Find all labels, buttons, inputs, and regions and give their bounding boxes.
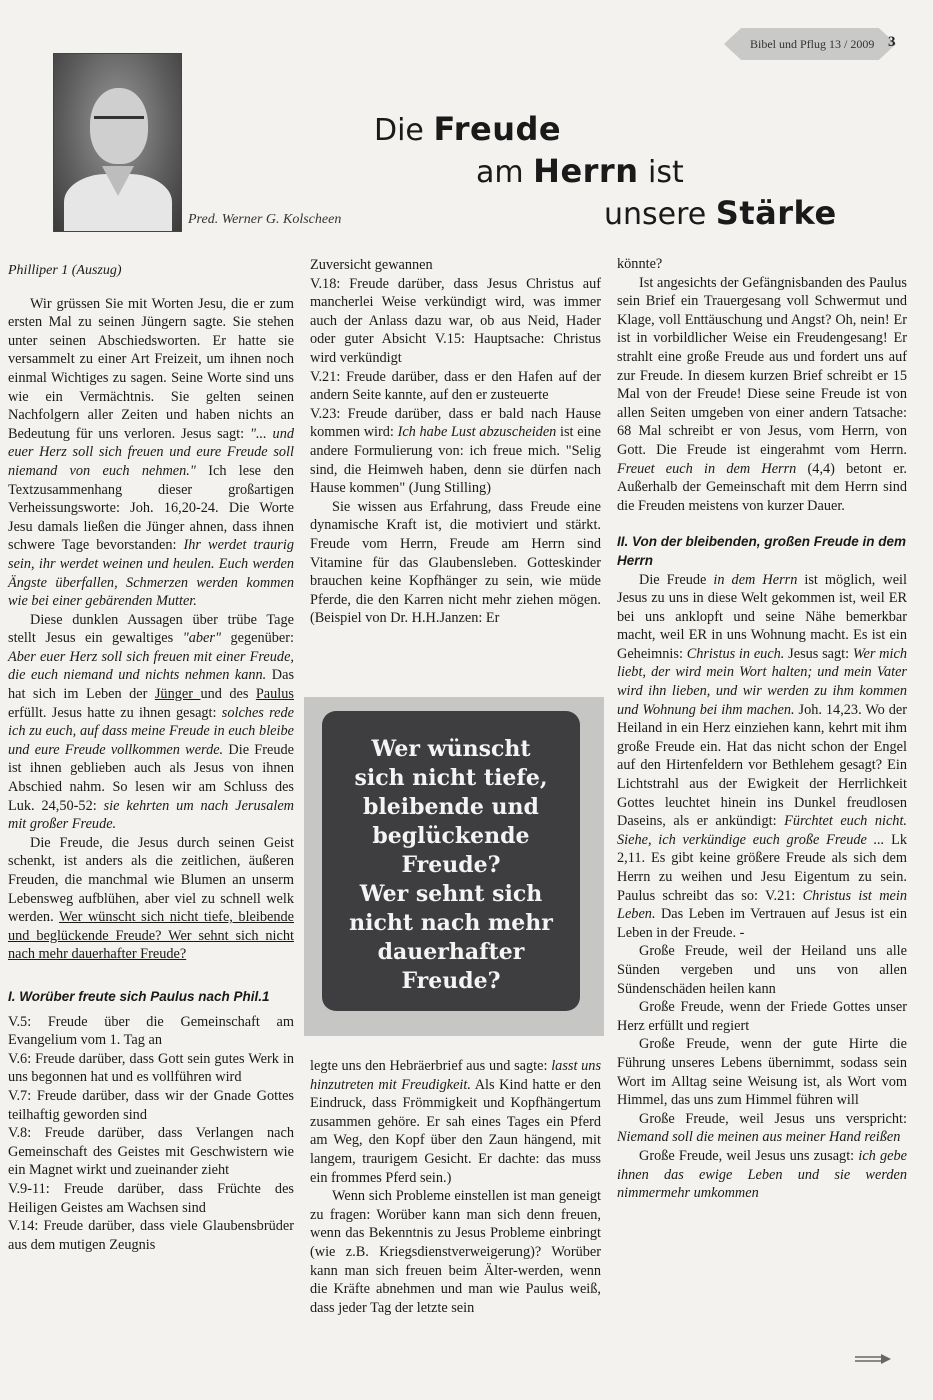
paragraph <box>310 1057 601 1187</box>
quote-text: ich gebe ihnen das ewige Leben und sie werden nimmermehr umkommen <box>617 1147 907 1202</box>
verse-item: V.5: Freude über die Gemeinschaft am Evangelium vom 1. Tag an <box>8 1013 294 1049</box>
paragraph <box>8 611 294 834</box>
pull-quote-frame <box>304 697 604 1036</box>
quote-text: Niemand soll die meinen aus meiner Hand reißen <box>617 1129 901 1146</box>
paragraph <box>310 405 601 498</box>
text: Die Freude <box>639 571 714 588</box>
page-number: 3 <box>888 34 896 50</box>
verse-item: V.9-11: Freude darüber, dass Früchte des Heiligen Geistes am Wachsen sind <box>8 1180 294 1216</box>
pull-quote-line: nicht nach mehr <box>349 910 553 936</box>
author-photo-glasses <box>94 116 144 131</box>
underlined-text: Paulus <box>255 686 294 703</box>
title-emphasis: Herrn <box>533 152 639 190</box>
text: Joh. 14,23. Wo der Heiland in ein Herz einziehen kann, kehrt mit ihm große Freude ein. Hat das nicht schon der Engel auf den Hirtenfeldern vor Bethlehem gesagt? Ein Lichtstrahl aus der Ewigkeit der Herrlichkeit Gottes leuchtet hinein ins Dunkel freudlosen Daseins, als er ankündigt: <box>617 701 907 830</box>
text: V.23: Freude darüber, dass er bald nach Hause kommen wird: <box>310 405 601 441</box>
paragraph <box>8 834 294 964</box>
title-text: am <box>476 155 534 190</box>
spacer <box>617 515 907 533</box>
pull-quote-line: Wer wünscht <box>371 736 531 762</box>
title-text: ist <box>638 155 684 190</box>
text: Große Freude, weil Jesus uns verspricht: <box>639 1110 907 1127</box>
subheading: I. Worüber freute sich Paulus nach Phil.1 <box>8 988 270 1004</box>
pull-quote-line: Wer sehnt sich <box>359 881 543 907</box>
quote-text: "... und euer Herz soll sich freuen und eure Freude soll niemand von euch nehmen." <box>8 425 295 479</box>
title-emphasis: Freude <box>433 110 562 148</box>
text: gegenüber: <box>220 630 294 647</box>
paragraph <box>617 274 907 516</box>
quote-text: Ihr werdet traurig sein, ihr werdet weinen und heulen. Euch werden Ängste überfallen, Schmerzen werden kommen wie bei einer gebärenden Mutter. <box>8 537 294 610</box>
spacer <box>8 964 294 988</box>
column-2 <box>310 256 601 628</box>
title-text: Die <box>374 113 434 148</box>
text: Das hat sich im Leben der <box>8 667 295 703</box>
paragraph <box>617 1147 907 1203</box>
paragraph: Große Freude, wenn der gute Hirte die Führung unseres Lebens übernimmt, sodass sein Wort im Alltag seine Weisung ist, als Wort vom Himmel, das uns zum Himmel führen will <box>617 1036 907 1109</box>
title-line-2 <box>476 152 684 190</box>
paragraph: könnte? <box>617 256 663 272</box>
paragraph <box>617 571 907 943</box>
text: Große Freude, weil Jesus uns zusagt: <box>639 1147 859 1164</box>
column-3 <box>617 255 907 1203</box>
verse-item: V.14: Freude darüber, dass viele Glaubensbrüder aus dem mutigen Zeugnis <box>8 1218 294 1253</box>
text: Wir grüssen Sie mit Worten Jesu, die er zum ersten Mal zu seinen Jüngern sagte. Sie stehen unter seinen Abschiedsworten. Er hatte sie versammelt zu einer Art Freizeit, um ihnen noch einmal Wichtiges zu sagen. Seine Worte sind uns wie ein Vermächtnis. Sie gelten seinen Nachfolgern aller Zeiten und haben nichts an Bedeutung für uns verloren. Jesus sagt: <box>8 295 294 442</box>
text: ist eine andere Formulierung von: ich freue mich. "Selig sind, die Heimweh haben, denn sie dürfen nach Hause kommen" (Jung Stilling) <box>310 424 602 497</box>
quote-text: Aber euer Herz soll sich freuen mit einer Freude, die euch niemand und nichts nehmen kann. <box>8 648 294 684</box>
text: (4,4) betont er. Außerhalb der Gemeinschaft mit dem Herrn sind die Freuden meistens von kurzer Dauer. <box>617 460 907 514</box>
verse-item: V.7: Freude darüber, dass wir der Gnade Gottes teilhaftig geworden sind <box>8 1087 294 1123</box>
quote-text: Ich habe Lust abzuscheiden <box>397 424 557 441</box>
text: Ich lese den Textzusammenhang dieser großartigen Verheissungsworte: Joh. 16,20-24. Die Worte Jesu damals ließen die Jünger ahnen, dass ihnen schwere Tage bevorstanden: <box>8 462 294 554</box>
paragraph: Große Freude, weil der Heiland uns alle Sünden vergeben und uns von allen Sündenschäden heilen kann <box>617 943 907 997</box>
text: Jesus sagt: <box>784 645 853 662</box>
author-photo <box>53 53 182 232</box>
quote-text: Freuet euch in dem Herrn <box>617 460 797 477</box>
quote-text: Christus in euch. <box>686 645 785 662</box>
paragraph: V.18: Freude darüber, dass Jesus Christus auf mancherlei Weise verkündigt wird, was immer auch der Anlass dazu war, ob aus Neid, Hader oder guter Absicht V.15: Hauptsache: Christus wird verkündigt <box>310 275 601 366</box>
pull-quote-line: sich nicht tiefe, <box>354 765 548 791</box>
quote-text: "aber" <box>182 630 221 647</box>
text: Lk 2,11. Es gibt keine größere Freude als sich dem Herrn zu weihen und Jesu Eigentum zu sein. Paulus schreibt das so: V.21: <box>617 831 907 904</box>
paragraph: Wenn sich Probleme einstellen ist man geneigt zu fragen: Worüber kann man sich denn freuen, wenn das Bekenntnis zu Jesus Probleme einbringt (wie z.B. Kriegsdienstverweigerung)? Worüber kann man sich freuen beim Älter-werden, wenn die Kräfte abnehmen und man wie Paulus weiß, dass jeder Tag der letzte sein <box>310 1188 601 1316</box>
underlined-text: Jünger <box>154 686 201 703</box>
quote-text: Fürchtet euch nicht. Siehe, ich verkündige euch große Freude ... <box>617 813 907 848</box>
pull-quote-line: Freude? <box>401 852 501 878</box>
spacer <box>8 281 294 295</box>
paragraph: Sie wissen aus Erfahrung, dass Freude eine dynamische Kraft ist, die motiviert und stärkt. Freude vom Herrn, Freude am Herrn sind Vitamine für das Glaubensleben. Gotteskinder brauchen keine Kopfhänger zu sein, wie müde Pferde, die den Karren nicht mehr ziehen mögen. (Beispiel von Dr. H.H.Janzen: Er <box>310 498 601 627</box>
paragraph: Große Freude, wenn der Friede Gottes unser Herz erfüllt und regiert <box>617 999 907 1034</box>
paragraph: V.21: Freude darüber, dass er den Hafen auf der andern Seite kannte, auf den er zusteuerte <box>310 368 601 404</box>
text: erfüllt. Jesus hatte zu ihnen gesagt: <box>8 704 222 721</box>
pull-quote-line: beglückende <box>372 823 530 849</box>
text: legte uns den Hebräerbrief aus und sagte: <box>310 1058 552 1074</box>
text: und des <box>200 686 256 703</box>
quote-text: Christus ist mein Leben. <box>617 887 907 923</box>
title-line-1 <box>374 110 561 148</box>
text: Ist angesichts der Gefängnisbanden des Paulus sein Brief ein Trauergesang voll Schwermut und Klage, voll Enttäuschung und Angst? Oh, nein! Er ist in vorbildlicher Weise ein Freudengesang! Er strahlt eine große Freude aus und fordert uns auf zur Freude. In diesem kurzen Brief schreibt er 15 Mal von der Freude! Diese seine Freude ist von allen Seiten umgeben von einer andern Tatsache: 68 Mal schreibt er von Jesus, vom Herrn, von Gott. Die Freude ist eingerahmt vom Herrn. <box>617 274 907 458</box>
quote-text: in dem Herrn <box>713 571 798 588</box>
quote-text: sie kehrten um nach Jerusalem mit großer Freude. <box>8 797 294 833</box>
column-2-lower <box>310 1057 601 1317</box>
quote-text: solches rede ich zu euch, auf dass meine Freude in euch bleibe und eure Freude vollkommen werde. <box>8 704 294 758</box>
paragraph <box>617 1110 907 1147</box>
text: ist möglich, weil Jesus zu uns in diese Welt gekommen ist, weil ER bei uns anklopft und seine Nähe bemerkbar macht, weil ER in uns Wohnung macht. Es ist ein Geheimnis: <box>617 571 907 662</box>
pull-quote-line: bleibende und <box>363 794 539 820</box>
continue-arrow-icon <box>855 1354 891 1364</box>
pull-quote <box>322 711 580 1011</box>
title-line-3 <box>604 194 837 232</box>
pull-quote-line: dauerhafter <box>377 939 525 965</box>
verse-item: V.8: Freude darüber, dass Verlangen nach Gemeinschaft des Geistes mit Geschwistern wie ein Magnet wirkt und zueinander zieht <box>8 1125 294 1179</box>
section-heading: Philliper 1 (Auszug) <box>8 263 122 278</box>
paragraph <box>8 295 294 611</box>
paragraph: Zuversicht gewannen <box>310 257 433 273</box>
text: Diese dunklen Aussagen über trübe Tage stellt Jesus ein gewaltiges <box>8 611 294 647</box>
running-head: Bibel und Pflug 13 / 2009 <box>750 37 875 51</box>
quote-text: lasst uns hinzutreten mit Freudigkeit. <box>310 1058 602 1093</box>
title-emphasis: Stärke <box>715 194 837 232</box>
subheading: II. Von der bleibenden, großen Freude in dem Herrn <box>617 534 907 568</box>
text: Die Freude, die Jesus durch seinen Geist schenkt, ist anders als die zeitlichen, äußeren Freuden, die manchmal wie Blumen an unserm Lebensweg aufblühen, aber viel zu schnell welk werden. <box>8 834 294 926</box>
photo-caption: Pred. Werner G. Kolscheen <box>188 212 342 227</box>
column-1 <box>8 262 294 1254</box>
title-text: unsere <box>604 197 716 232</box>
quote-text: Wer mich liebt, der wird mein Wort halten; und mein Vater wird ihn lieben, und wir werden zu ihm kommen und Wohnung bei ihm machen. <box>617 645 907 718</box>
underlined-text: Wer wünscht sich nicht tiefe, bleibende und beglückende Freude? Wer sehnt sich nicht nach mehr dauerhafter Freude? <box>8 909 294 963</box>
text: Als Kind hatte er den Eindruck, dass Frömmigkeit und Kopfhängertum zusammen gehöre. Er sah eines Tages ein Pferd am Weg, den Kopf über den Zaun hängend, mit langem, traurigem Gesicht. Er dachte: das muss ein frommes Pferd sein.) <box>310 1076 601 1186</box>
pull-quote-line: Freude? <box>401 968 501 994</box>
text: Die Freude ist ihnen geblieben auch als Jesus von ihnen Abschied nahm. So lesen wir am Schluss des Luk. 24,50-52: <box>8 741 294 814</box>
verse-item: V.6: Freude darüber, dass Gott sein gutes Werk in uns begonnen hat und es vollführen wird <box>8 1050 294 1086</box>
text: Das Leben im Vertrauen auf Jesus ist ein Leben in der Freude. - <box>617 906 907 941</box>
